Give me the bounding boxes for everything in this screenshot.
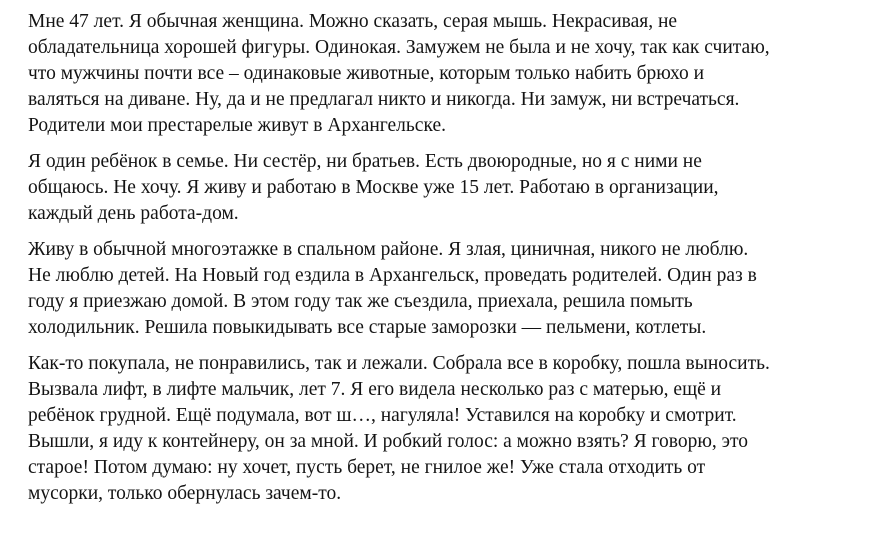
text-line: Как-то покупала, не понравились, так и лежали. Собрала все в коробку, пошла выносить. [28,353,770,374]
text-line: Вызвала лифт, в лифте мальчик, лет 7. Я его видела несколько раз с матерью, ещё и [28,379,722,400]
paragraph-1 [28,9,894,139]
text-line: обладательница хорошей фигуры. Одинокая. Замужем не была и не хочу, так как считаю, [28,37,770,58]
paragraph-3 [28,237,894,341]
text-line: общаюсь. Не хочу. Я живу и работаю в Москве уже 15 лет. Работаю в организации, [28,177,719,198]
text-line: каждый день работа-дом. [28,203,239,224]
text-line: Живу в обычной многоэтажке в спальном районе. Я злая, циничная, никого не люблю. [28,239,749,260]
paragraph-4 [28,351,894,507]
text-line: старое! Потом думаю: ну хочет, пусть берет, не гнилое же! Уже стала отходить от [28,457,706,478]
text-line: Родители мои престарелые живут в Архангельске. [28,115,446,136]
text-line: году я приезжаю домой. В этом году так же съездила, приехала, решила помыть [28,291,693,312]
text-line: Мне 47 лет. Я обычная женщина. Можно сказать, серая мышь. Некрасивая, не [28,11,678,32]
text-line: валяться на диване. Ну, да и не предлагал никто и никогда. Ни замуж, ни встречаться. [28,89,740,110]
text-line: Я один ребёнок в семье. Ни сестёр, ни братьев. Есть двоюродные, но я с ними не [28,151,702,172]
text-line: Вышли, я иду к контейнеру, он за мной. И робкий голос: а можно взять? Я говорю, это [28,431,749,452]
paragraph-2 [28,149,894,227]
text-line: холодильник. Решила повыкидывать все старые заморозки — пельмени, котлеты. [28,317,707,338]
text-line: что мужчины почти все – одинаковые животные, которым только набить брюхо и [28,63,705,84]
text-line: Не люблю детей. На Новый год ездила в Архангельск, проведать родителей. Один раз в [28,265,757,286]
text-line: ребёнок грудной. Ещё подумала, вот ш…, нагуляла! Уставился на коробку и смотрит. [28,405,737,426]
text-line: мусорки, только обернулась зачем-то. [28,483,342,504]
